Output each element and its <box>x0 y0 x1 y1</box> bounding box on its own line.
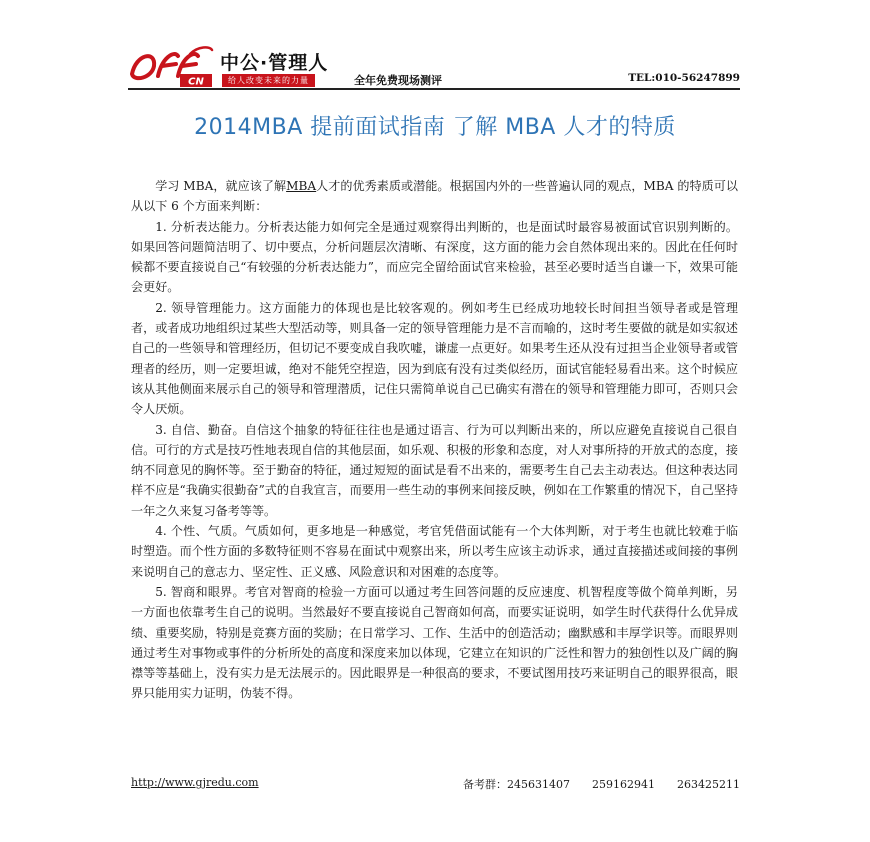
article-body <box>131 176 738 704</box>
keyword-mba: MBA <box>286 179 317 193</box>
intro-text-1: 学习 MBA，就应该了解 <box>155 179 287 193</box>
brand-slogan: 给人改变未来的力量 <box>222 74 315 87</box>
paragraph-intelligence: 5. 智商和眼界。考官对智商的检验一方面可以通过考生回答问题的反应速度、机智程度等做个简单判断，另一方面也依靠考生自己的说明。当然最好不要直接说自己智商如何高，而要实证说明，如学生时代获得什么优异成绩、重要奖励，特别是竞赛方面的奖励；在日常学习、工作、生活中的创造活动；幽默感和丰厚学识等。而眼界则通过考生对事物或事件的分析所处的高度和深度来加以体现，它建立在知识的广泛性和智力的独创性以及广阔的胸襟等等基础上，没有实力是无法展示的。因此眼界是一种很高的要求，不要试图用技巧来证明自己的眼界很高，眼界只能用实力证明，伪装不得。 <box>131 584 738 701</box>
paragraph-confidence: 3. 自信、勤奋。自信这个抽象的特征往往也是通过语言、行为可以判断出来的，所以应避免直接说自己很自信。可行的方式是技巧性地表现自信的其他层面，如乐观、积极的形象和态度，对人对事所持的开放式的态度，接纳不同意见的胸怀等。至于勤奋的特征，通过短短的面试是看不出来的，需要考生自己去主动表达。但这种表达同样不应是“我确实很勤奋”式的自我宣言，而要用一些生动的事例来间接反映，例如在工作繁重的情况下，自己坚持一年之久来复习备考等等。 <box>131 422 738 518</box>
offcn-logo-icon <box>128 44 214 88</box>
intro-paragraph <box>131 176 738 217</box>
qq-group-numbers: 备考群：245631407 259162941 263425211 <box>463 778 740 791</box>
page-title: 2014MBA 提前面试指南 了解 MBA 人才的特质 <box>194 115 676 140</box>
website-link[interactable]: http://www.gjredu.com <box>131 776 259 789</box>
paragraph-analysis: 1. 分析表达能力。分析表达能力如何完全是通过观察得出判断的，也是面试时最容易被面试官识别判断的。如果回答问题简洁明了、切中要点，分析问题层次清晰、有深度，这方面的能力会自然体现出来的。因此在任何时候都不要直接说自己“有较强的分析表达能力”，而应完全留给面试官来检验，甚至必要时适当自谦一下，效果可能会更好。 <box>131 219 738 295</box>
free-assessment-text: 全年免费现场测评 <box>354 74 442 87</box>
brand-name: 中公·管理人 <box>220 52 329 74</box>
paragraph-personality: 4. 个性、气质。气质如何，更多地是一种感觉，考官凭借面试能有一个大体判断，对于考生也就比较难于临时塑造。而个性方面的多数特征则不容易在面试中观察出来，所以考生应该主动诉求，通过直接描述或间接的事例来说明自己的意志力、坚定性、正义感、风险意识和对困难的态度等。 <box>131 524 738 579</box>
paragraph-leadership: 2. 领导管理能力。这方面能力的体现也是比较客观的。例如考生已经成功地较长时间担当领导者或是管理者，或者成功地组织过某些大型活动等，则具备一定的领导管理能力是不言而喻的，这时考生要做的就是如实叙述自己的一些领导和管理经历，但切记不要变成自我吹嘘，谦虚一点更好。如果考生还从没有过担当企业领导者或管理者的经历，则一定要坦诚，绝对不能凭空捏造，因为到底有没有过类似经历，面试官能轻易看出来。这个时候应该从其他侧面来展示自己的领导和管理潜质，记住只需简单说自己已确实有潜在的领导和管理能力即可，否则只会令人厌烦。 <box>131 300 738 417</box>
svg-text:CN: CN <box>188 76 204 88</box>
page-footer <box>131 776 740 792</box>
intro-text-2: 人才的优秀素质或潜能。根据国内外的一些普遍认同的观点，MBA 的特质可以从以下 6 个方面来判断： <box>131 179 738 214</box>
telephone-number: TEL:010-56247899 <box>628 72 740 84</box>
header-divider <box>128 88 740 90</box>
page-header <box>128 40 740 88</box>
